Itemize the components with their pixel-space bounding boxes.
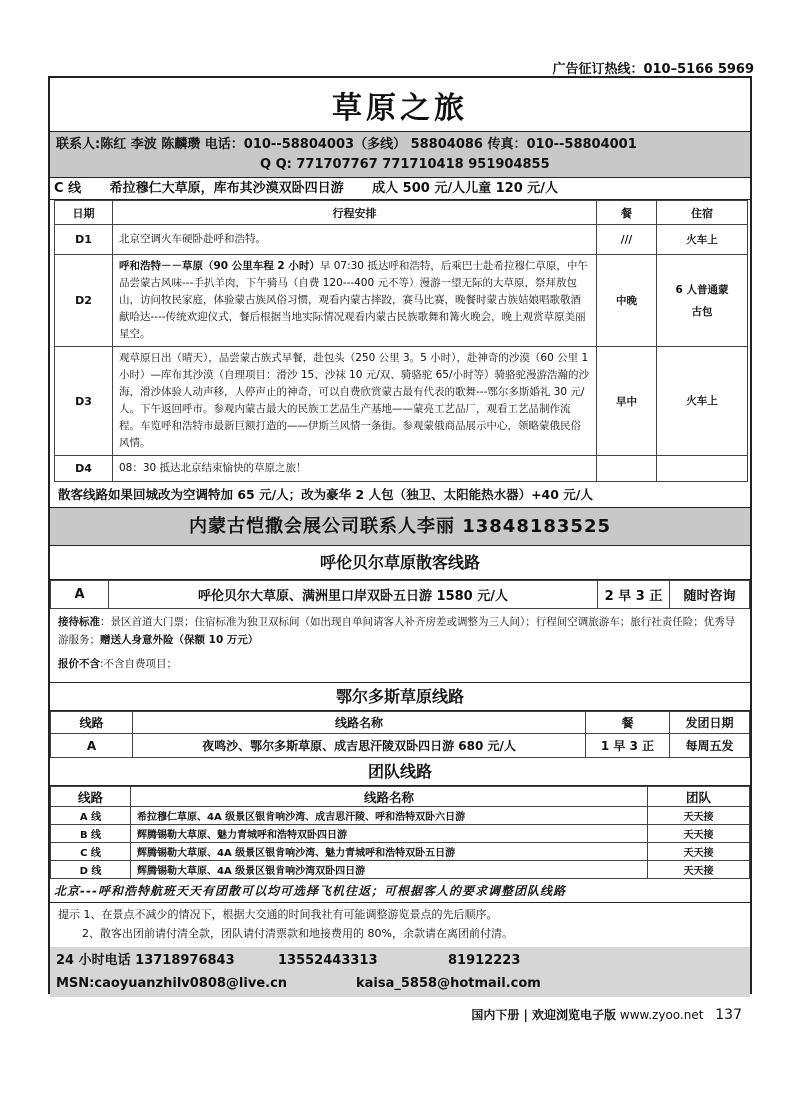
desc-lead: 呼和浩特－－草原（90 公里车程 2 小时） — [119, 260, 320, 272]
col-meal: 餐 — [586, 712, 670, 734]
route-name-cell: 辉腾锡勒大草原、4A 级景区银肯响沙湾、魅力青城呼和浩特双卧五日游 — [131, 843, 648, 861]
route-code-cell: C 线 — [51, 843, 131, 861]
hotline-box — [50, 947, 750, 997]
table-row — [51, 581, 750, 609]
email-address[interactable]: kaisa_5858@hotmail.com — [356, 976, 541, 991]
contact-bar — [50, 132, 750, 178]
group-table — [50, 786, 750, 879]
desc-cell: 08：30 抵达北京结束愉快的草原之旅！ — [113, 456, 597, 482]
desc-text: 早 07:30 抵达呼和浩特，后乘巴士赴希拉穆仁草原，中午品尝蒙古风味---手扒羊肉，下午骑马（自费 120---400 元不等）漫游一望无际的大草原，祭拜敖包山，访问牧民家庭，体验蒙古族风俗习惯，观看内蒙古摔跤，赛马比赛，晚餐时蒙古族姑娘唱歌敬酒献哈达----传统欢迎仪式，餐后根据当地实际情况观看内蒙古民族歌舞和篝火晚会，晚上观赏草原美丽星空。 — [119, 260, 588, 340]
route-departure-cell: 每周五发 — [670, 734, 750, 758]
table-row — [51, 734, 750, 758]
col-stay: 住宿 — [657, 201, 748, 225]
email-line — [56, 972, 744, 995]
c-line-name: 希拉穆仁大草原，库布其沙漠双卧四日游 — [109, 181, 344, 196]
phone-3: 81912223 — [448, 953, 521, 968]
tip-1: 提示 1、在景点不减少的情况下，根据大交通的时间我社有可能调整游览景点的先后顺序。 — [58, 908, 498, 921]
day-cell: D2 — [55, 255, 113, 347]
meal-cell: 早中 — [597, 347, 657, 456]
day-cell: D4 — [55, 456, 113, 482]
route-name-cell: 夜鸣沙、鄂尔多斯草原、成吉思汗陵双卧四日游 680 元/人 — [133, 734, 586, 758]
group-section-title: 团队线路 — [50, 758, 750, 786]
route-code-cell: A 线 — [51, 807, 131, 825]
standard-label: 接待标准 — [58, 616, 100, 628]
table-row — [55, 347, 748, 456]
table-row — [55, 255, 748, 347]
col-group: 团队 — [648, 787, 750, 807]
ordos-section-title: 鄂尔多斯草原线路 — [50, 683, 750, 711]
service-notes — [50, 609, 750, 683]
col-departure: 发团日期 — [670, 712, 750, 734]
itinerary-table — [54, 200, 748, 482]
qq-line: Q Q: 771707767 771710418 951904855 — [260, 157, 550, 172]
table-row — [51, 807, 750, 825]
tip-2: 2、散客出团前请付清全款，团队请付清票款和地接费用的 80%，余款请在离团前付清。 — [82, 927, 513, 940]
insurance-text: 赠送人身意外险（保额 10 万元） — [100, 634, 259, 646]
col-route: 线路 — [51, 787, 131, 807]
c-line-price: 成人 500 元/人儿童 120 元/人 — [372, 181, 559, 196]
standard-line — [58, 613, 742, 649]
col-route: 线路 — [51, 712, 133, 734]
table-row — [51, 861, 750, 879]
hulunbuir-section-title: 呼伦贝尔草原散客线路 — [50, 546, 750, 580]
page-number: 137 — [715, 1007, 742, 1023]
route-code-cell: B 线 — [51, 825, 131, 843]
meal-cell: 中晚 — [597, 255, 657, 347]
route-name-cell: 呼伦贝尔大草原、满洲里口岸双卧五日游 1580 元/人 — [109, 581, 598, 609]
route-name-cell: 希拉穆仁草原、4A 级景区银肯响沙湾、成吉思汗陵、呼和浩特双卧六日游 — [131, 807, 648, 825]
day-cell: D1 — [55, 225, 113, 255]
footer-text: 国内下册 | 欢迎浏览电子版 — [471, 1008, 617, 1022]
route-frequency-cell: 天天接 — [648, 843, 750, 861]
route-frequency-cell: 天天接 — [648, 861, 750, 879]
table-row — [51, 825, 750, 843]
route-meal-cell: 1 早 3 正 — [586, 734, 670, 758]
phone-24h: 24 小时电话 13718976843 — [56, 953, 235, 968]
day-cell: D3 — [55, 347, 113, 456]
desc-cell — [113, 255, 597, 347]
exclusion-text: :不含自费项目； — [100, 658, 178, 670]
stay-cell: 火车上 — [657, 347, 748, 456]
route-code-cell: A — [51, 581, 109, 609]
col-date: 日期 — [55, 201, 113, 225]
beijing-flight-note: 北京---呼和浩特航班天天有团散可以均可选择飞机往返；可根据客人的要求调整团队线路 — [50, 879, 750, 903]
ordos-table — [50, 711, 750, 758]
ad-hotline: 广告征订热线：010–5166 5969 — [552, 62, 754, 77]
footer-site[interactable]: www.zyoo.net — [619, 1008, 704, 1022]
route-code-cell: D 线 — [51, 861, 131, 879]
meal-cell: /// — [597, 225, 657, 255]
table-row — [55, 225, 748, 255]
col-meal: 餐 — [597, 201, 657, 225]
col-route-name: 线路名称 — [131, 787, 648, 807]
c-line-header — [50, 178, 750, 200]
route-name-cell: 辉腾锡勒大草原、4A 级景区银肯响沙湾双卧四日游 — [131, 861, 648, 879]
phone-2: 13552443313 — [278, 953, 378, 968]
ordos-header-row — [51, 712, 750, 734]
meal-cell — [597, 456, 657, 482]
table-row — [51, 843, 750, 861]
stay-cell — [657, 456, 748, 482]
company-contact-bar: 内蒙古恺撒会展公司联系人李丽 13848183525 — [50, 508, 750, 546]
route-meal-cell: 2 早 3 正 — [598, 581, 670, 609]
col-schedule: 行程安排 — [113, 201, 597, 225]
msn-address[interactable]: MSN:caoyuanzhilv0808@live.cn — [56, 976, 288, 991]
col-route-name: 线路名称 — [133, 712, 586, 734]
route-frequency-cell: 天天接 — [648, 825, 750, 843]
desc-cell: 观草原日出（晴天），品尝蒙古族式早餐，赴包头（250 公里 3。5 小时），赴神奇的沙漠（60 公里 1 小时）—库布其沙漠（自理项目：滑沙 15、沙袜 10 元/双、骑骆驼 65/小时等）骑骆驼漫游浩瀚的沙海，滑沙体验人动声移，人停声止的神奇，可以自费欣赏蒙古最有代表的歌舞---鄂尔多斯婚礼 30 元/人。下午返回呼市。参观内蒙古最大的民族工艺品生产基地——蒙亮工艺品厂，观看工艺品制作流程。车览呼和浩特市最新巨额打造的——伊斯兰风情一条街。参观蒙俄商品展示中心，领略蒙俄民俗风情。 — [113, 347, 597, 456]
route-code-cell: A — [51, 734, 133, 758]
desc-cell: 北京空调火车硬卧赴呼和浩特。 — [113, 225, 597, 255]
stay-cell: 火车上 — [657, 225, 748, 255]
route-frequency-cell: 天天接 — [648, 807, 750, 825]
tips — [50, 903, 750, 947]
page-frame — [48, 76, 752, 994]
exclusion-line — [58, 655, 742, 673]
route-name-cell: 辉腾锡勒大草原、魅力青城呼和浩特双卧四日游 — [131, 825, 648, 843]
stay-cell: 6 人普通蒙古包 — [657, 255, 748, 347]
page-footer — [471, 1006, 742, 1023]
surcharge-note: 散客线路如果回城改为空调特加 65 元/人；改为豪华 2 人包（独卫、太阳能热水器）+40 元/人 — [50, 482, 750, 508]
hulunbuir-table — [50, 580, 750, 609]
group-header-row — [51, 787, 750, 807]
phone-line — [56, 949, 744, 972]
page-title: 草原之旅 — [50, 78, 750, 132]
exclusion-label: 报价不含 — [58, 658, 100, 670]
c-line-code: C 线 — [54, 181, 82, 196]
itinerary-header-row — [55, 201, 748, 225]
route-departure-cell: 随时咨询 — [670, 581, 750, 609]
standard-text: ：景区首道大门票；住宿标准为独卫双标间（如出现自单间请客人补齐房差或调整为三人间）；行程间空调旅游车；旅行社责任险；优秀导游服务； — [58, 616, 736, 646]
table-row — [55, 456, 748, 482]
contact-line: 联系人:陈红 李波 陈麟瓒 电话：010--58804003（多线） 58804086 传真：010--58804001 — [56, 137, 637, 152]
